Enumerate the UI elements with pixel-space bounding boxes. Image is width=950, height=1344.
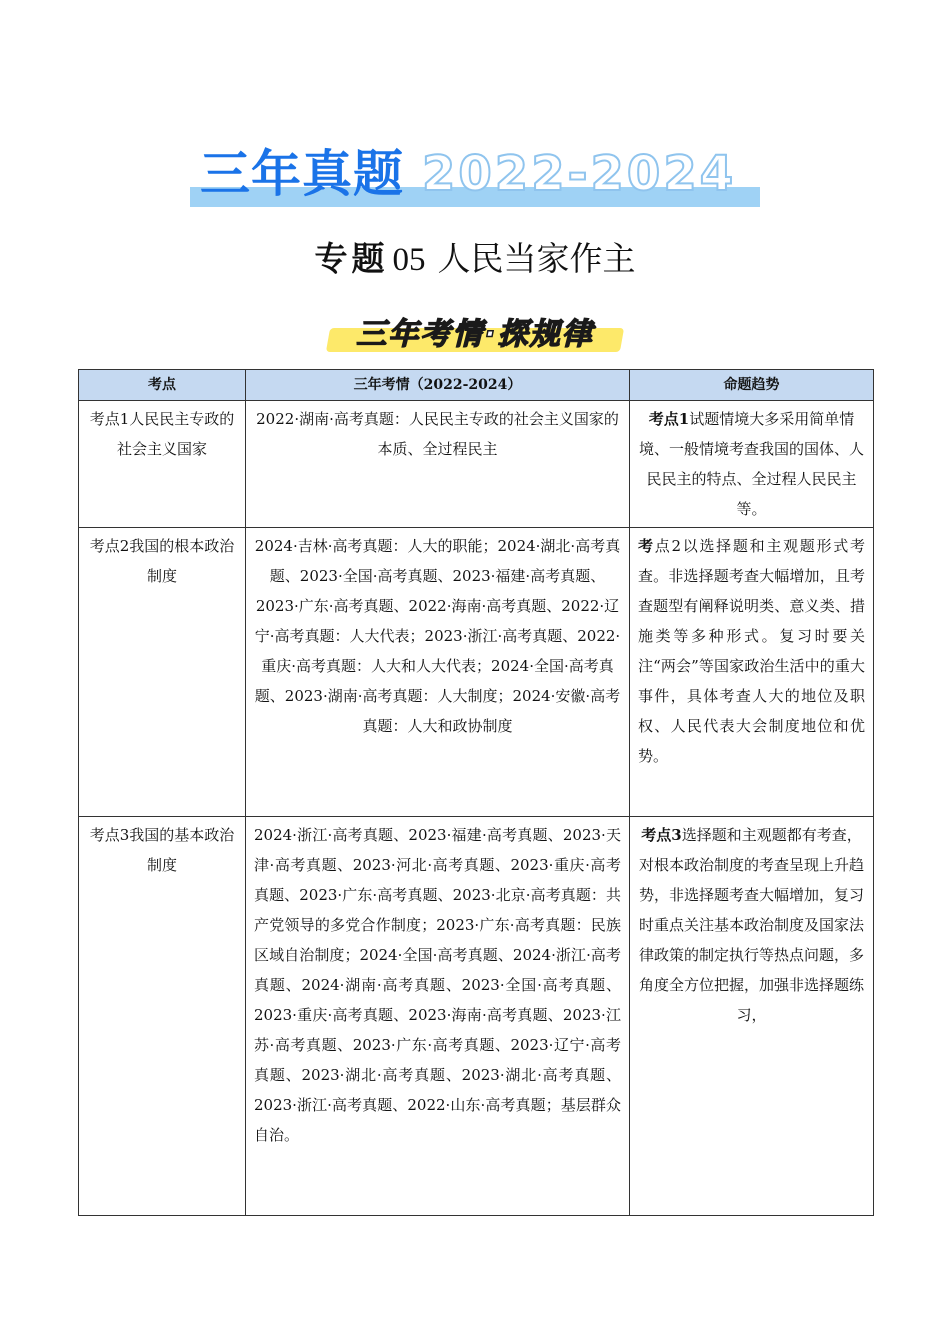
exam-analysis-table — [78, 369, 874, 1216]
cell-point: 考点3我国的基本政治制度 — [79, 817, 246, 1216]
table-row — [79, 817, 874, 1216]
header-years: 三年考情（2022-2024） — [246, 370, 630, 401]
table-row — [79, 528, 874, 817]
cell-point: 考点1人民民主专政的社会主义国家 — [79, 401, 246, 528]
table-header-row — [79, 370, 874, 401]
trend-label: 考 — [638, 537, 655, 555]
subtitle-text: 三年考情·探规律 — [356, 317, 594, 352]
trend-text: 选择题和主观题都有考查，对根本政治制度的考查呈现上升趋势，非选择题考查大幅增加，复习时重点关注基本政治制度及国家法律政策的制定执行等热点问题，多角度全方位把握，加强非选择题练习， — [638, 826, 864, 1024]
title-prefix: 专题 — [314, 239, 389, 278]
title-text: 人民当家作主 — [437, 239, 636, 278]
trend-label: 考点3 — [641, 826, 682, 844]
page-title — [0, 236, 950, 283]
banner-years-text: 2022-2024 — [422, 146, 737, 202]
title-number: 05 — [392, 242, 426, 278]
trend-text: 试题情境大多采用简单情境、一般情境考查我国的国体、人民民主的特点、全过程人民民主等。 — [638, 410, 864, 518]
cell-years: 2024·浙江·高考真题、2023·福建·高考真题、2023·天津·高考真题、2023·河北·高考真题、2023·重庆·高考真题、2023·广东·高考真题、2023·北京·高考真题：共产党领导的多党合作制度；2023·广东·高考真题：民族区域自治制度；2024·全国·高考真题、2024·浙江·高考真题、2024·湖南·高考真题、2023·全国·高考真题、2023·重庆·高考真题、2023·海南·高考真题、2023·江苏·高考真题、2023·广东·高考真题、2023·辽宁·高考真题、2023·湖北·高考真题、2023·湖北·高考真题、2023·浙江·高考真题、2022·山东·高考真题；基层群众自治。 — [246, 817, 630, 1216]
trend-label: 考点1 — [648, 410, 690, 428]
section-subtitle — [328, 314, 622, 356]
header-trend: 命题趋势 — [630, 370, 874, 401]
header-point: 考点 — [79, 370, 246, 401]
cell-point: 考点2我国的根本政治制度 — [79, 528, 246, 817]
cell-trend — [630, 817, 874, 1216]
trend-text: 点2以选择题和主观题形式考查。非选择题考查大幅增加，且考查题型有阐释说明类、意义类、措施类等多种形式。复习时要关注“两会”等国家政治生活中的重大事件，具体考查人大的地位及职权、人民代表大会制度地位和优势。 — [638, 537, 865, 765]
header-banner — [190, 143, 760, 209]
table-row — [79, 401, 874, 528]
cell-years: 2024·吉林·高考真题：人大的职能；2024·湖北·高考真题、2023·全国·高考真题、2023·福建·高考真题、2023·广东·高考真题、2022·海南·高考真题、2022·辽宁·高考真题：人大代表；2023·浙江·高考真题、2022·重庆·高考真题：人大和人大代表；2024·全国·高考真题、2023·湖南·高考真题：人大制度；2024·安徽·高考真题：人大和政协制度 — [246, 528, 630, 817]
cell-trend — [630, 528, 874, 817]
banner-main-text: 三年真题 — [200, 145, 404, 203]
cell-years: 2022·湖南·高考真题：人民民主专政的社会主义国家的本质、全过程民主 — [246, 401, 630, 528]
cell-trend — [630, 401, 874, 528]
